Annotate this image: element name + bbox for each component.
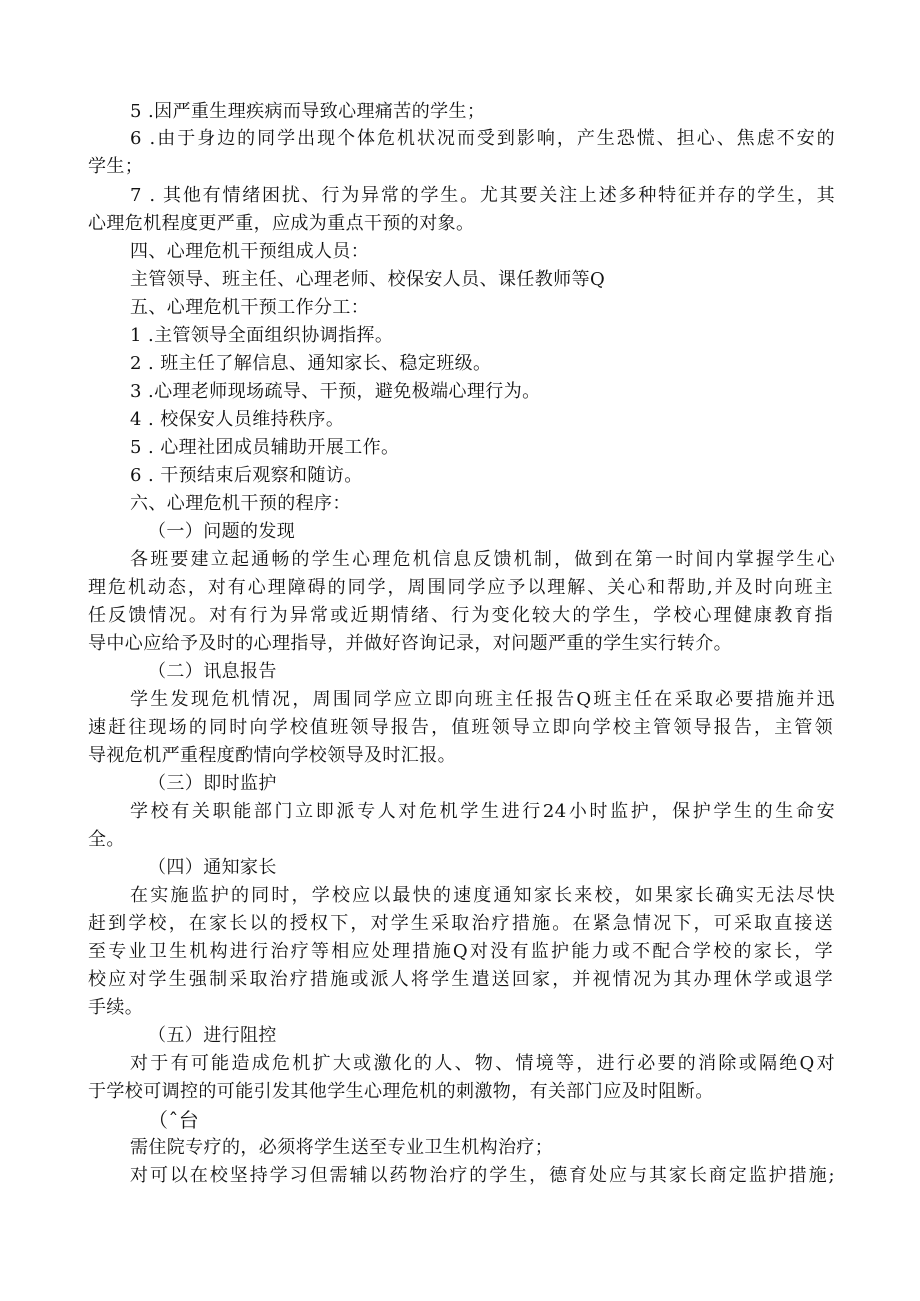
- duty-item-2: 2 . 班主任了解信息、通知家长、稳定班级。: [130, 353, 492, 374]
- paragraph-notify: 在实施监护的同时，学校应以最快的速度通知家长来校，如果家长确实无法尽快: [130, 885, 835, 906]
- section-heading-6: 六、心理危机干预的程序：: [130, 493, 351, 514]
- list-item-5: 5 .因严重生理疾病而导致心理痛苦的学生；: [130, 101, 486, 122]
- section-heading-5: 五、心理危机干预工作分工：: [130, 297, 370, 318]
- list-item-7-continued: 心理危机程度更严重，应成为重点干预的对象。: [88, 213, 475, 234]
- subheading-1: （一）问题的发现: [148, 521, 296, 542]
- subheading-3: （三）即时监护: [148, 773, 277, 794]
- paragraph-discovery-line-2: 理危机动态，对有心理障碍的同学，周围同学应予以理解、关心和帮助,并及时向班主: [88, 577, 833, 598]
- paragraph-monitoring-line-2: 全。: [88, 829, 125, 850]
- duty-item-6: 6 . 干预结束后观察和随访。: [130, 465, 363, 486]
- duty-item-1: 1 .主管领导全面组织协调指挥。: [130, 325, 394, 346]
- paragraph-report: 学生发现危机情况，周围同学应立即向班主任报告Q班主任在采取必要措施并迅: [130, 689, 835, 710]
- subheading-4: （四）通知家长: [148, 857, 277, 878]
- paragraph-discovery-line-4: 导中心应给予及时的心理指导，并做好咨询记录，对问题严重的学生实行转介。: [88, 633, 732, 654]
- paragraph-staff: 主管领导、班主任、心理老师、校保安人员、课任教师等Q: [130, 269, 606, 290]
- paragraph-report-line-3: 导视危机严重程度酌情向学校领导及时汇报。: [88, 745, 456, 766]
- subheading-6: （ˆ台: [148, 1108, 200, 1132]
- section-heading-4: 四、心理危机干预组成人员：: [130, 241, 370, 262]
- list-item-6: 6 .由于身边的同学出现个体危机状况而受到影响，产生恐慌、担心、焦虑不安的: [130, 128, 835, 149]
- duty-item-5: 5 . 心理社团成员辅助开展工作。: [130, 437, 400, 458]
- paragraph-notify-line-2: 赶到学校，在家长以的授权下，对学生采取治疗措施。在紧急情况下，可采取直接送: [88, 913, 833, 934]
- subheading-5: （五）进行阻控: [148, 1025, 277, 1046]
- paragraph-hospital: 需住院专疗的，必须将学生送至专业卫生机构治疗；: [130, 1137, 554, 1158]
- paragraph-medication: 对可以在校坚持学习但需辅以药物治疗的学生，德育处应与其家长商定监护措施;: [130, 1165, 835, 1186]
- paragraph-notify-line-4: 校应对学生强制采取治疗措施或派人将学生遣送回家，并视情况为其办理休学或退学: [88, 969, 833, 990]
- paragraph-notify-line-3: 至专业卫生机构进行治疗等相应处理措施Q对没有监护能力或不配合学校的家长，学: [88, 941, 833, 962]
- paragraph-report-line-2: 速赶往现场的同时向学校值班领导报告，值班领导立即向学校主管领导报告，主管领: [88, 717, 833, 738]
- duty-item-3: 3 .心理老师现场疏导、干预，避免极端心理行为。: [130, 381, 541, 402]
- paragraph-monitoring: 学校有关职能部门立即派专人对危机学生进行24小时监护，保护学生的生命安: [130, 801, 835, 822]
- paragraph-discovery: 各班要建立起通畅的学生心理危机信息反馈机制，做到在第一时间内掌握学生心: [130, 549, 835, 570]
- list-item-7: 7 . 其他有情绪困扰、行为异常的学生。尤其要关注上述多种特征并存的学生，其: [130, 185, 835, 206]
- paragraph-control-line-2: 于学校可调控的可能引发其他学生心理危机的刺激物，有关部门应及时阻断。: [88, 1081, 714, 1102]
- paragraph-notify-line-5: 手续。: [88, 997, 144, 1018]
- paragraph-discovery-line-3: 任反馈情况。对有行为异常或近期情绪、行为变化较大的学生，学校心理健康教育指: [88, 605, 833, 626]
- paragraph-control: 对于有可能造成危机扩大或激化的人、物、情境等，进行必要的消除或隔绝Q对: [130, 1053, 835, 1074]
- subheading-2: （二）讯息报告: [148, 661, 277, 682]
- duty-item-4: 4 . 校保安人员维持秩序。: [130, 409, 345, 430]
- list-item-6-continued: 学生；: [88, 156, 144, 177]
